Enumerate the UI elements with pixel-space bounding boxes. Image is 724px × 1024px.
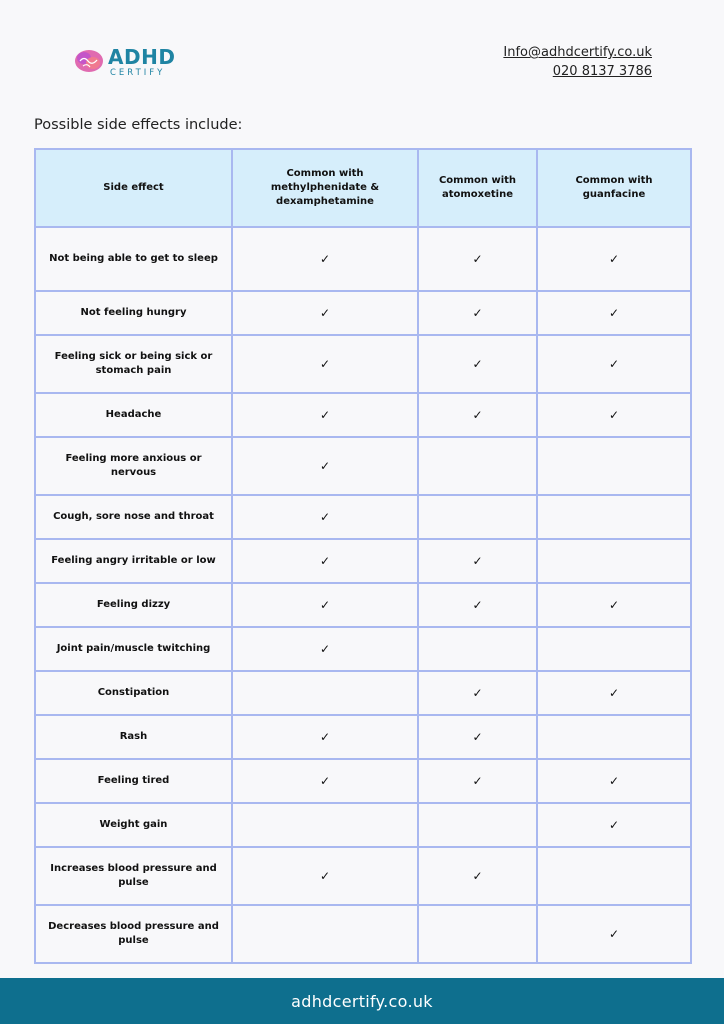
table-row [35, 335, 691, 393]
check-mark [232, 905, 418, 963]
check-mark: ✓ [232, 437, 418, 495]
email-link[interactable]: Info@adhdcertify.co.uk [503, 45, 652, 60]
check-mark: ✓ [537, 291, 691, 335]
check-mark: ✓ [418, 291, 537, 335]
side-effect-label: Not being able to get to sleep [35, 227, 232, 291]
check-mark: ✓ [418, 847, 537, 905]
side-effect-label: Weight gain [35, 803, 232, 847]
check-mark [232, 671, 418, 715]
check-mark: ✓ [418, 227, 537, 291]
check-mark: ✓ [232, 495, 418, 539]
table-row [35, 583, 691, 627]
check-mark [418, 437, 537, 495]
check-mark: ✓ [537, 227, 691, 291]
side-effect-label: Rash [35, 715, 232, 759]
check-mark: ✓ [232, 393, 418, 437]
check-mark [232, 803, 418, 847]
check-mark: ✓ [537, 393, 691, 437]
check-mark [537, 847, 691, 905]
side-effect-label: Constipation [35, 671, 232, 715]
table-row [35, 495, 691, 539]
check-mark: ✓ [537, 905, 691, 963]
intro-text: Possible side effects include: [34, 117, 243, 133]
side-effects-table [34, 148, 692, 964]
check-mark: ✓ [537, 335, 691, 393]
check-mark: ✓ [232, 335, 418, 393]
check-mark [537, 627, 691, 671]
check-mark: ✓ [232, 627, 418, 671]
check-mark [418, 905, 537, 963]
table-row [35, 539, 691, 583]
check-mark: ✓ [232, 715, 418, 759]
header-atomoxetine: Common with atomoxetine [418, 149, 537, 227]
phone-link[interactable]: 020 8137 3786 [552, 64, 652, 79]
check-mark [537, 539, 691, 583]
check-mark [418, 627, 537, 671]
check-mark [537, 437, 691, 495]
table-row [35, 437, 691, 495]
table-row [35, 393, 691, 437]
logo [74, 44, 194, 80]
check-mark: ✓ [537, 803, 691, 847]
header-side-effect: Side effect [35, 149, 232, 227]
table-row [35, 847, 691, 905]
side-effect-label: Not feeling hungry [35, 291, 232, 335]
table-row [35, 291, 691, 335]
side-effect-label: Headache [35, 393, 232, 437]
table-row [35, 759, 691, 803]
check-mark: ✓ [418, 759, 537, 803]
logo-tagline: CERTIFY [110, 68, 166, 78]
side-effect-label: Feeling tired [35, 759, 232, 803]
check-mark: ✓ [537, 583, 691, 627]
footer-bar [0, 978, 724, 1024]
check-mark: ✓ [232, 583, 418, 627]
table-row [35, 227, 691, 291]
check-mark [537, 715, 691, 759]
table-row [35, 627, 691, 671]
contact-info [503, 43, 652, 81]
side-effect-label: Feeling more anxious or nervous [35, 437, 232, 495]
check-mark: ✓ [232, 847, 418, 905]
logo-wordmark: ADHD [108, 45, 176, 69]
check-mark: ✓ [232, 539, 418, 583]
brain-icon [74, 48, 104, 74]
table-row [35, 671, 691, 715]
side-effect-label: Cough, sore nose and throat [35, 495, 232, 539]
check-mark: ✓ [537, 759, 691, 803]
check-mark: ✓ [418, 539, 537, 583]
check-mark: ✓ [418, 393, 537, 437]
side-effect-label: Feeling sick or being sick or stomach pain [35, 335, 232, 393]
table-row [35, 905, 691, 963]
side-effect-label: Feeling angry irritable or low [35, 539, 232, 583]
side-effect-label: Decreases blood pressure and pulse [35, 905, 232, 963]
footer-website-link[interactable]: adhdcertify.co.uk [291, 991, 433, 1011]
table-header-row [35, 149, 691, 227]
side-effect-label: Increases blood pressure and pulse [35, 847, 232, 905]
check-mark [537, 495, 691, 539]
check-mark: ✓ [232, 291, 418, 335]
side-effect-label: Feeling dizzy [35, 583, 232, 627]
check-mark: ✓ [418, 715, 537, 759]
header-methylphenidate: Common with methylphenidate & dexamphetamine [232, 149, 418, 227]
check-mark: ✓ [418, 671, 537, 715]
check-mark: ✓ [537, 671, 691, 715]
check-mark: ✓ [232, 227, 418, 291]
check-mark: ✓ [418, 335, 537, 393]
header-guanfacine: Common with guanfacine [537, 149, 691, 227]
check-mark [418, 803, 537, 847]
table-row [35, 803, 691, 847]
check-mark: ✓ [232, 759, 418, 803]
check-mark [418, 495, 537, 539]
side-effect-label: Joint pain/muscle twitching [35, 627, 232, 671]
table-row [35, 715, 691, 759]
check-mark: ✓ [418, 583, 537, 627]
